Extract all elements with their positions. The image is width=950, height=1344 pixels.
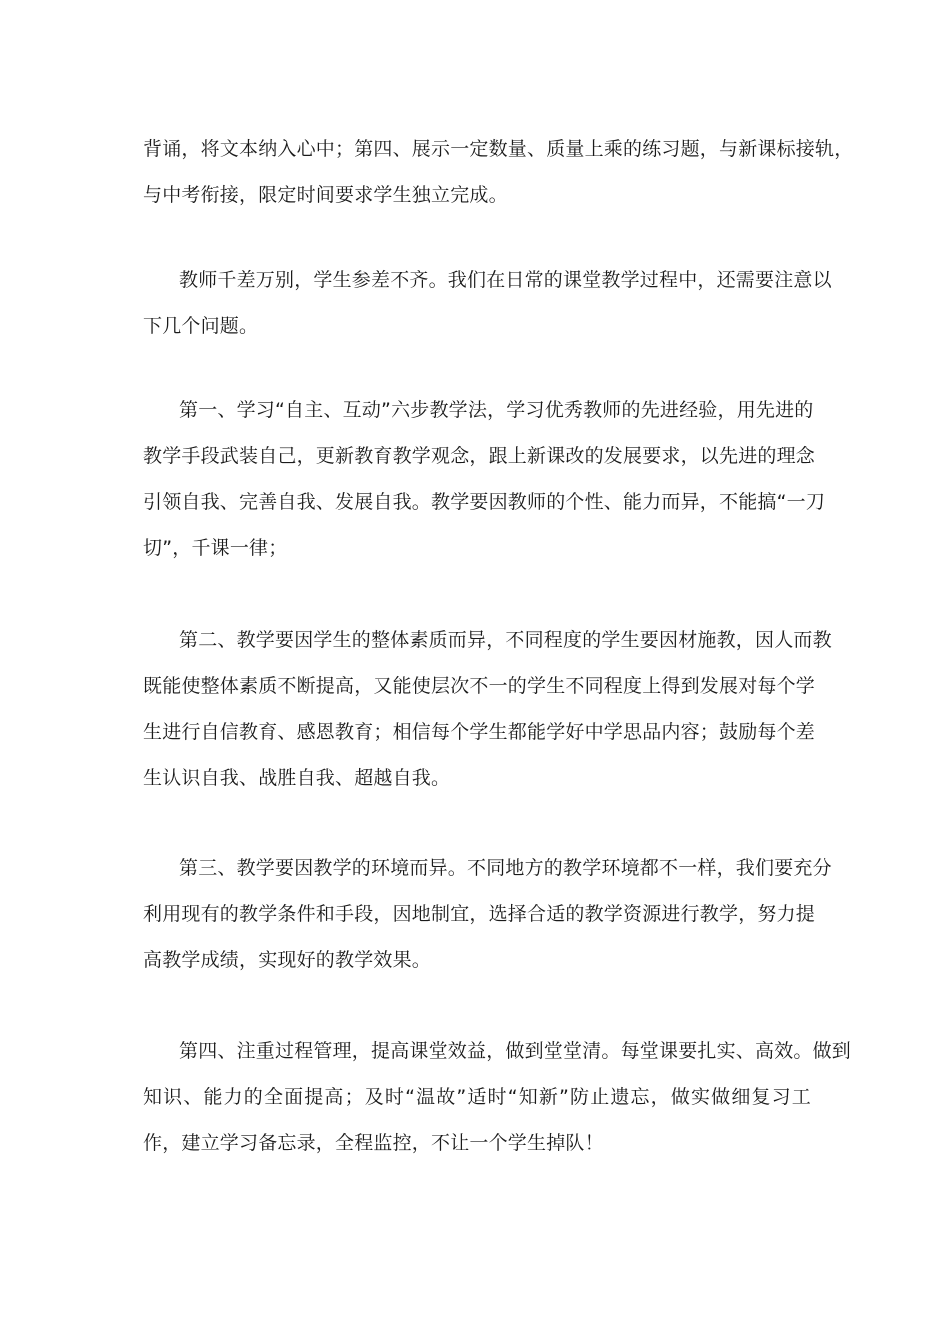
- text-line: 既能使整体素质不断提高，又能使层次不一的学生不同程度上得到发展对每个学: [143, 675, 816, 697]
- text-line: 引领自我、完善自我、发展自我。教学要因教师的个性、能力而异，不能搞“一刀: [143, 491, 826, 513]
- text-line: 高教学成绩，实现好的教学效果。: [143, 949, 432, 971]
- text-line: 教学手段武装自己，更新教育教学观念，跟上新课改的发展要求，以先进的理念: [143, 445, 816, 467]
- text-line: 教师千差万别，学生参差不齐。我们在日常的课堂教学过程中，还需要注意以: [179, 269, 832, 291]
- text-line: 知识、能力的全面提高；及时“温故”适时“知新”防止遗忘，做实做细复习工: [143, 1086, 811, 1108]
- paragraph-point-1: [143, 387, 826, 571]
- paragraph-point-2: [143, 617, 832, 801]
- paragraph-continuation: [143, 126, 854, 218]
- text-line: 第三、教学要因教学的环境而异。不同地方的教学环境都不一样，我们要充分: [179, 857, 832, 879]
- text-line: 下几个问题。: [143, 315, 259, 337]
- text-line: 利用现有的教学条件和手段，因地制宜，选择合适的教学资源进行教学，努力提: [143, 903, 816, 925]
- text-line: 背诵，将文本纳入心中；第四、展示一定数量、质量上乘的练习题，与新课标接轨，: [143, 138, 854, 160]
- paragraph-point-4: [143, 1028, 852, 1166]
- text-line: 作，建立学习备忘录，全程监控，不让一个学生掉队！: [143, 1132, 604, 1154]
- paragraph-point-3: [143, 845, 832, 983]
- paragraph-intro: [143, 257, 832, 349]
- text-line: 与中考衔接，限定时间要求学生独立完成。: [143, 184, 508, 206]
- text-line: 生认识自我、战胜自我、超越自我。: [143, 767, 451, 789]
- text-line: 生进行自信教育、感恩教育；相信每个学生都能学好中学思品内容；鼓励每个差: [143, 721, 816, 743]
- text-line: 切”，千课一律；: [143, 537, 288, 559]
- text-line: 第四、注重过程管理，提高课堂效益，做到堂堂清。每堂课要扎实、高效。做到: [179, 1040, 852, 1062]
- text-line: 第二、教学要因学生的整体素质而异，不同程度的学生要因材施教，因人而教: [179, 629, 832, 651]
- text-line: 第一、学习“自主、互动”六步教学法，学习优秀教师的先进经验，用先进的: [179, 399, 814, 421]
